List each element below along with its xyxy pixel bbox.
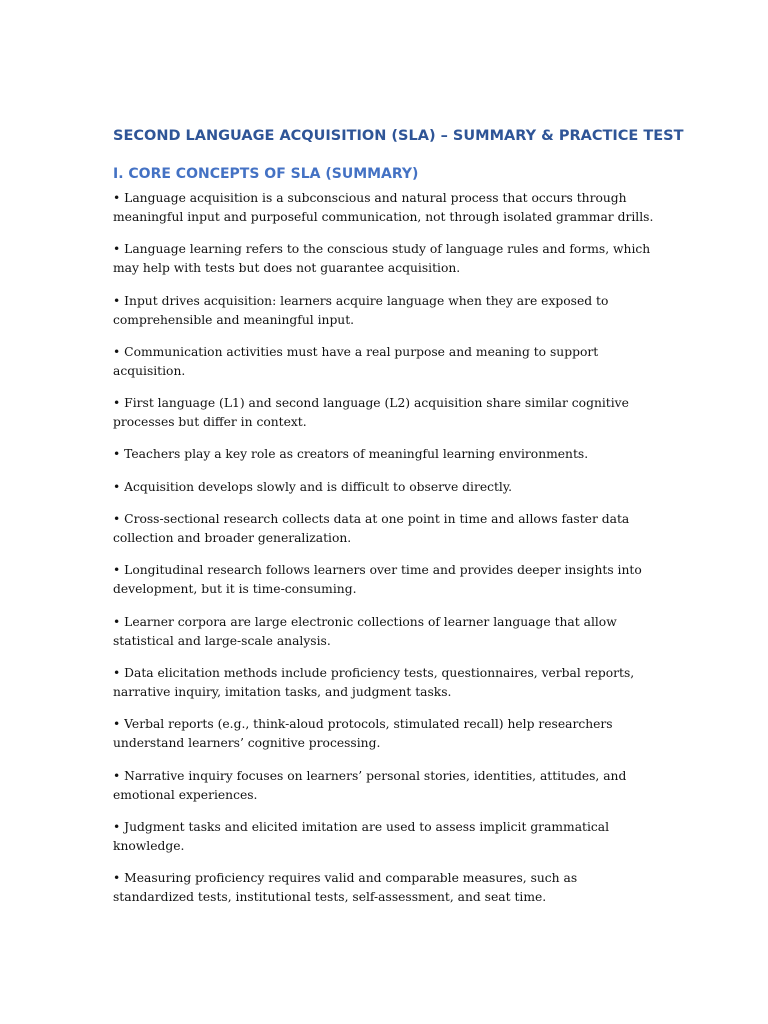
bullet-item: • Acquisition develops slowly and is difficult to observe directly. bbox=[113, 479, 513, 494]
bullet-item: • Learner corpora are large electronic collections of learner language that allow statistical and large-scale analysis. bbox=[113, 614, 617, 648]
document-title: SECOND LANGUAGE ACQUISITION (SLA) – SUMMARY & PRACTICE TEST bbox=[113, 128, 684, 144]
bullet-item: • Language acquisition is a subconscious and natural process that occurs through meaningful input and purposeful communication, not through isolated grammar drills. bbox=[113, 191, 654, 224]
bullet-item: • Cross-sectional research collects data at one point in time and allows faster data collection and broader generalization. bbox=[113, 512, 630, 546]
bullet-item: • Data elicitation methods include proficiency tests, questionnaires, verbal reports, narrative inquiry, imitation tasks, and judgment tasks. bbox=[113, 665, 635, 699]
section-heading: I. CORE CONCEPTS OF SLA (SUMMARY) bbox=[113, 166, 419, 182]
bullet-item: • Input drives acquisition: learners acquire language when they are exposed to comprehensible and meaningful input. bbox=[113, 293, 609, 327]
bullet-item: • Communication activities must have a real purpose and meaning to support acquisition. bbox=[113, 344, 599, 378]
bullet-item: • Teachers play a key role as creators of meaningful learning environments. bbox=[113, 447, 589, 462]
bullet-item: • First language (L1) and second language (L2) acquisition share similar cognitive processes but differ in context. bbox=[113, 396, 629, 430]
bullet-item: • Verbal reports (e.g., think-aloud protocols, stimulated recall) help researchers understand learners’ cognitive processing. bbox=[113, 717, 613, 751]
bullet-item: • Measuring proficiency requires valid and comparable measures, such as standardized tests, institutional tests, self-assessment, and seat time. bbox=[113, 871, 578, 905]
bullet-item: • Narrative inquiry focuses on learners’ personal stories, identities, attitudes, and emotional experiences. bbox=[113, 768, 627, 802]
bullet-item: • Language learning refers to the conscious study of language rules and forms, which may help with tests but does not guarantee acquisition. bbox=[113, 242, 651, 276]
bullet-item: • Judgment tasks and elicited imitation are used to assess implicit grammatical knowledge. bbox=[113, 819, 610, 853]
bullet-item: • Longitudinal research follows learners over time and provides deeper insights into development, but it is time-consuming. bbox=[113, 563, 642, 597]
document-body bbox=[113, 126, 684, 920]
summary-bullet-list bbox=[113, 189, 661, 907]
